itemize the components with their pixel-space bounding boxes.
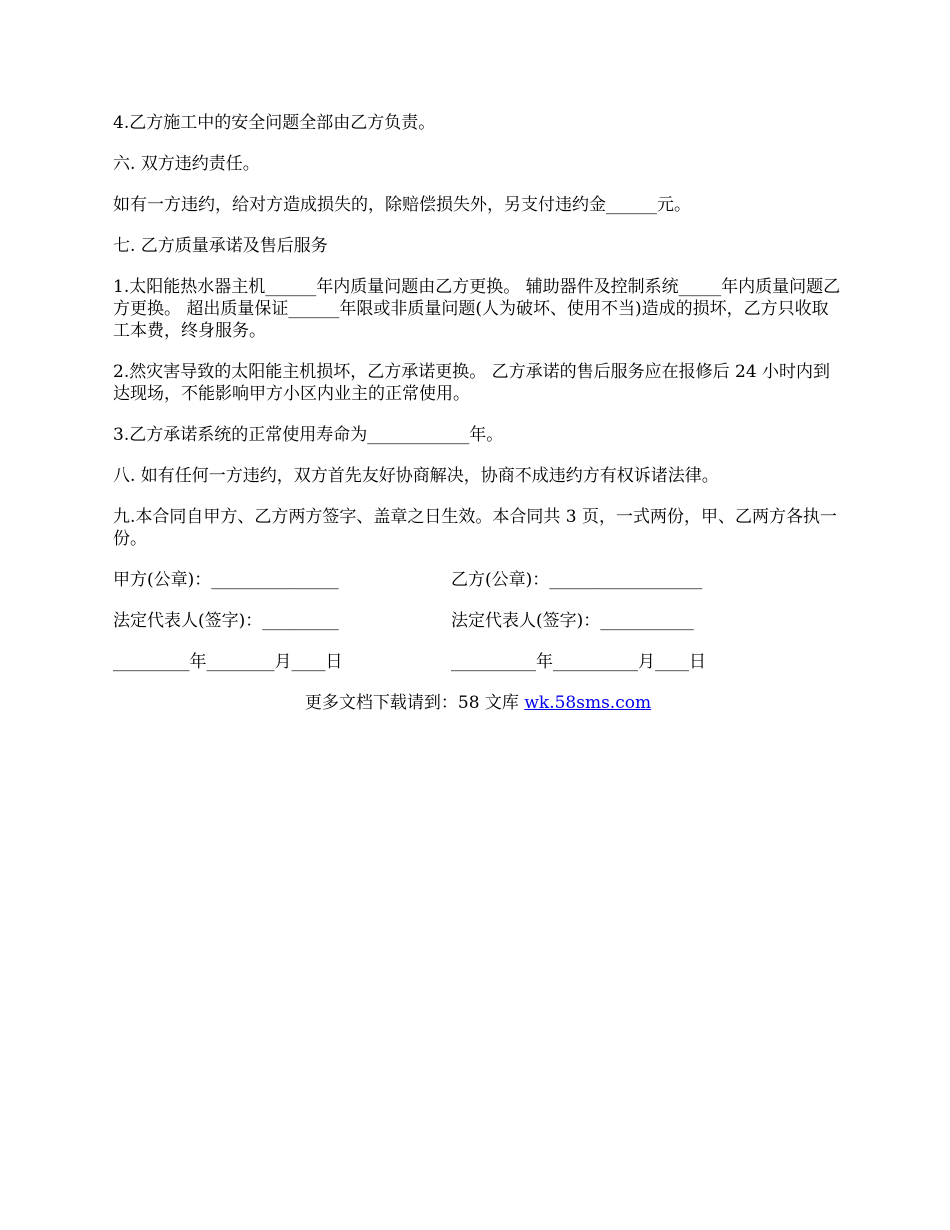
signature-row-date	[113, 651, 843, 673]
clause-lifespan: 3.乙方承诺系统的正常使用寿命为____________年。	[113, 425, 504, 445]
party-a-seal: 甲方(公章)：_______________	[113, 570, 339, 590]
clause-safety: 4.乙方施工中的安全问题全部由乙方负责。	[113, 113, 436, 133]
footer-link[interactable]: wk.58sms.com	[524, 693, 652, 713]
clause-disaster: 2.然灾害导致的太阳能主机损坏，乙方承诺更换。 乙方承诺的售后服务应在报修后 24 小时内到达现场，不能影响甲方小区内业主的正常使用。	[113, 362, 831, 404]
section-heading-quality: 七. 乙方质量承诺及售后服务	[113, 236, 328, 256]
clause-penalty: 如有一方违约，给对方造成损失的，除赔偿损失外，另支付违约金______元。	[113, 195, 691, 215]
party-b-representative: 法定代表人(签字)：___________	[451, 611, 694, 631]
section-heading-liability: 六. 双方违约责任。	[113, 154, 260, 174]
party-a-representative: 法定代表人(签字)：_________	[113, 611, 339, 631]
clause-warranty: 1.太阳能热水器主机______年内质量问题由乙方更换。 辅助器件及控制系统_____年内质量问题乙方更换。 超出质量保证______年限或非质量问题(人为破坏、使用不当)造成的损坏，乙方只收取工本费，终身服务。	[113, 277, 841, 341]
party-a-date: _________年________月____日	[113, 652, 343, 672]
contract-body	[113, 112, 843, 714]
section-effective: 九.本合同自甲方、乙方两方签字、盖章之日生效。本合同共 3 页，一式两份，甲、乙两方各执一份。	[113, 507, 838, 549]
party-b-date: __________年__________月____日	[451, 652, 706, 672]
download-footer	[113, 692, 843, 714]
party-b-seal: 乙方(公章)：__________________	[451, 570, 703, 590]
signature-row-seal	[113, 569, 843, 591]
footer-text: 更多文档下载请到：58 文库	[304, 693, 525, 713]
section-dispute: 八. 如有任何一方违约，双方首先友好协商解决，协商不成违约方有权诉诸法律。	[113, 466, 719, 486]
signature-row-representative	[113, 610, 843, 632]
